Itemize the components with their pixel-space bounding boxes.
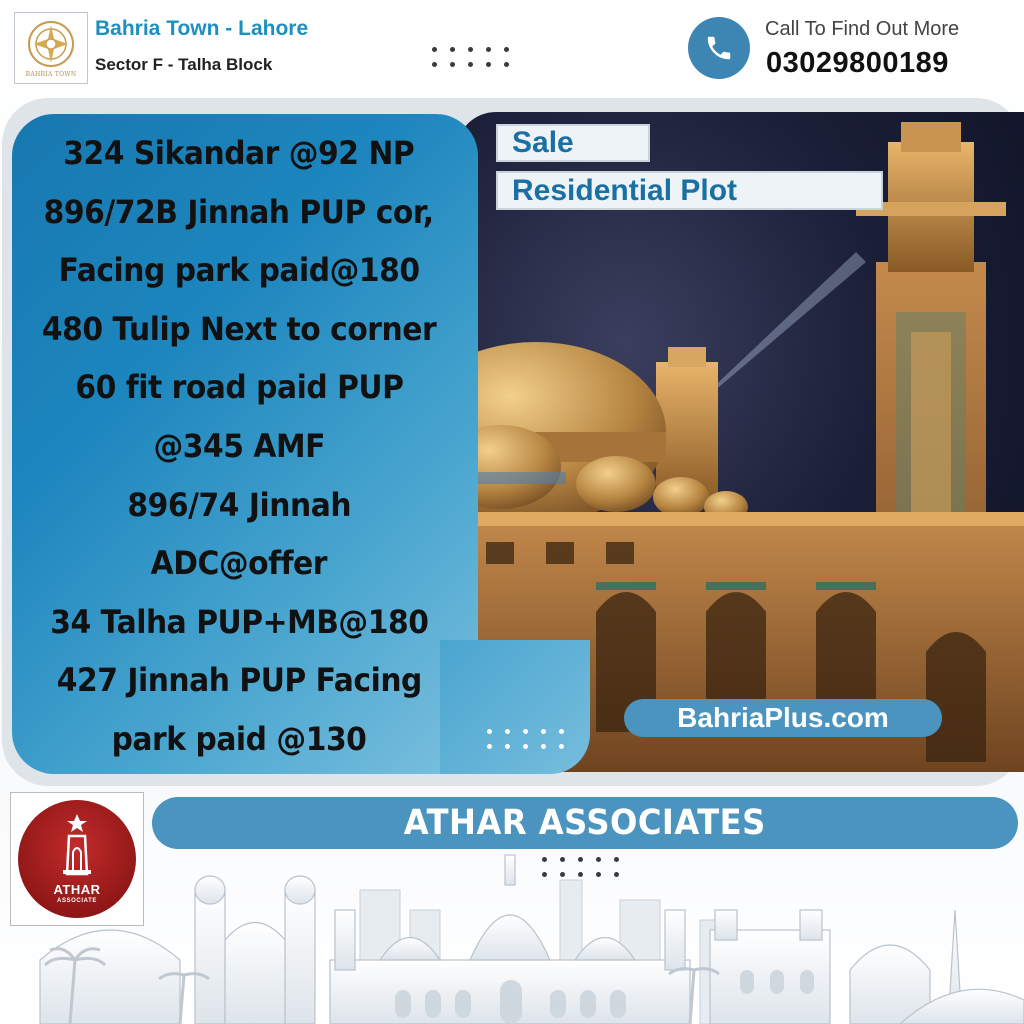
city-skyline-illustration [0,850,1024,1024]
logo-caption: BAHRIA TOWN [25,70,77,78]
phone-number[interactable]: 03029800189 [766,47,949,79]
project-title: Bahria Town - Lahore [95,17,309,40]
website-link[interactable]: BahriaPlus.com [624,699,942,737]
agency-name-banner [152,797,1018,849]
listing-line: 34 Talha PUP+MB@180 [49,602,429,641]
agency-name: ATHAR ASSOCIATES [403,803,767,843]
decorative-dots [432,47,509,67]
phone-button[interactable] [688,17,750,79]
listing-line: 480 Tulip Next to corner [41,309,437,348]
sale-tag: Sale [496,124,650,162]
listing-panel-tab [440,640,590,774]
listing-line: Facing park paid@180 [58,251,420,290]
listing-line: ADC@offer [150,544,328,583]
call-label: Call To Find Out More [765,18,960,40]
bahria-town-emblem-icon [26,19,76,69]
sector-subtitle: Sector F - Talha Block [95,55,273,74]
listing-line: 896/74 Jinnah [127,485,351,524]
property-type-tag: Residential Plot [496,171,883,210]
listing-line: park paid @130 [111,719,367,758]
listing-line: @345 AMF [153,426,325,465]
listing-line: 896/72B Jinnah PUP cor, [44,192,434,231]
phone-icon [704,33,734,63]
decorative-dots [487,729,564,749]
bahria-town-logo [14,12,88,84]
listing-line: 324 Sikandar @92 NP [63,134,415,172]
listing-line: 427 Jinnah PUP Facing [56,661,422,700]
logo-sub: ASSOCIATE [57,898,97,904]
listing-line: 60 fit road paid PUP [74,368,404,407]
logo-name: ATHAR [53,882,101,897]
listing-text [24,124,454,769]
